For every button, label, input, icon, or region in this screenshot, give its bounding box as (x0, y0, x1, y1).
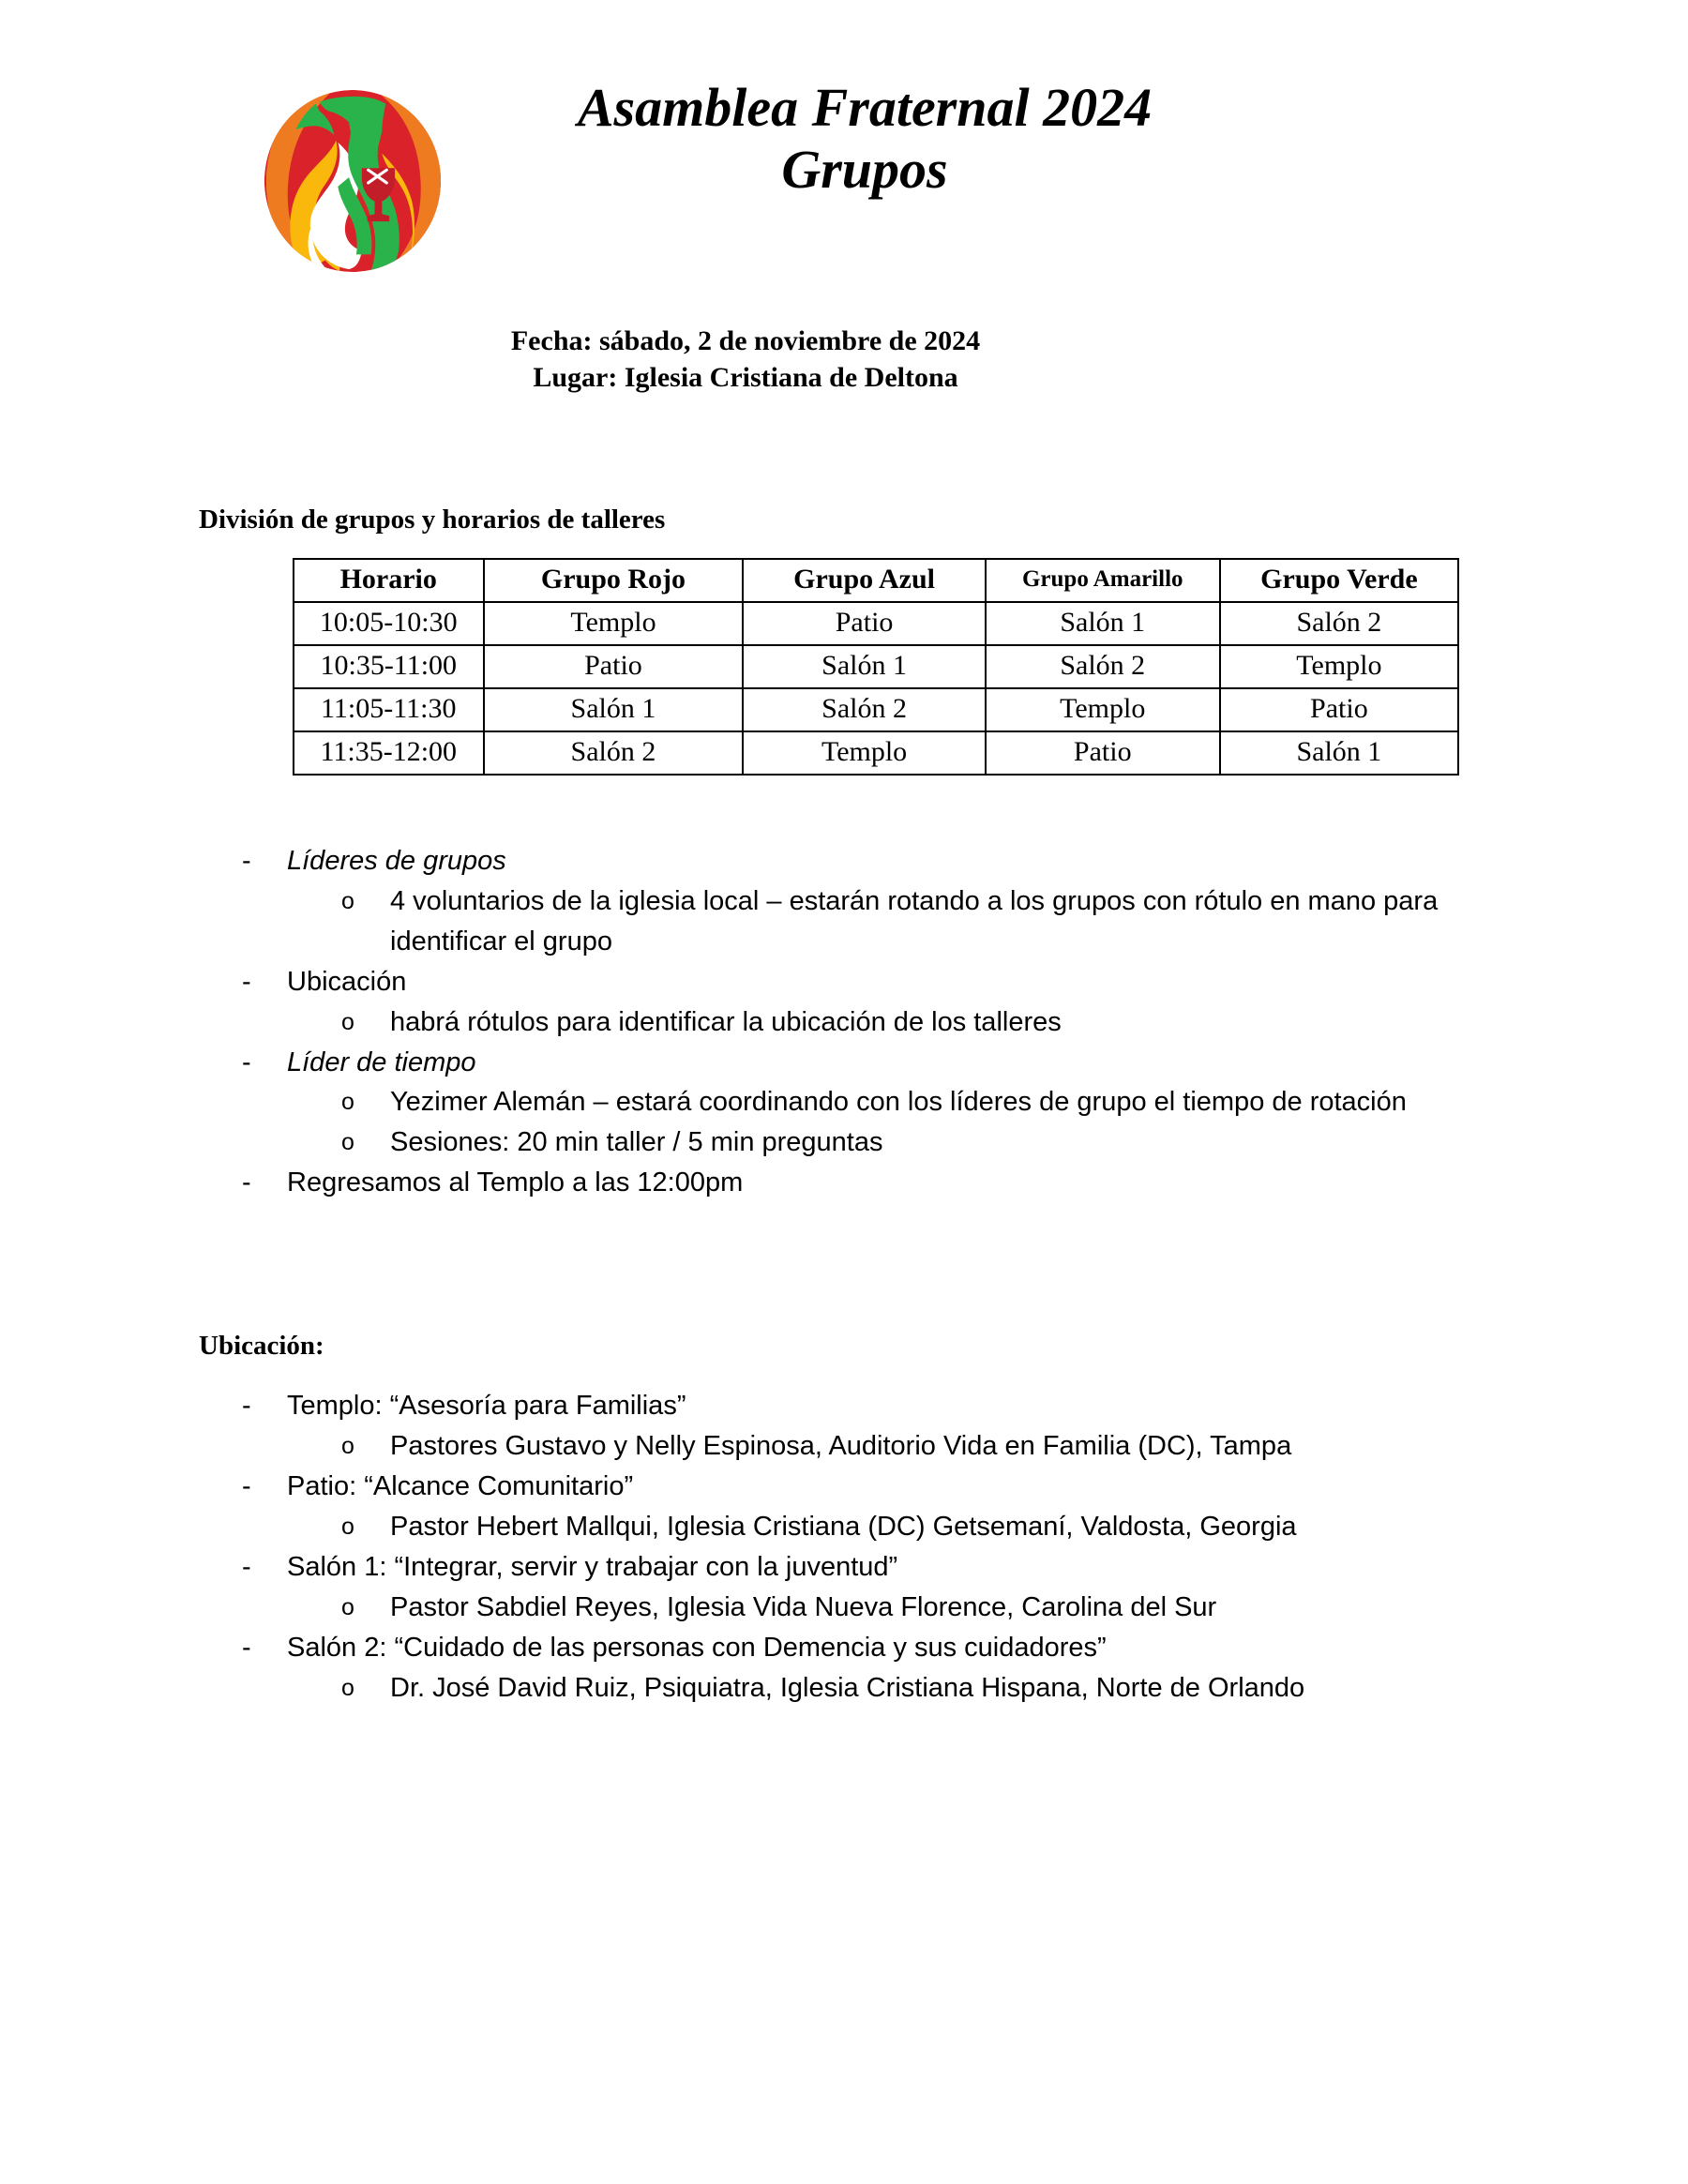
notes-list (0, 841, 1688, 1203)
page-title (443, 77, 1287, 201)
list-item (242, 962, 1442, 1002)
event-date: Fecha: sábado, 2 de noviembre de 2024 (510, 325, 981, 356)
list-item (242, 1547, 1442, 1588)
cell-horario: 10:05-10:30 (294, 602, 484, 645)
list-item-label: Patio: “Alcance Comunitario” (287, 1470, 634, 1501)
cell-amarillo: Patio (986, 731, 1220, 775)
cell-verde: Salón 1 (1220, 731, 1458, 775)
cell-verde: Salón 2 (1220, 602, 1458, 645)
schedule-table-wrapper (293, 558, 1688, 776)
list-item-label: habrá rótulos para identificar la ubicación de los talleres (390, 1006, 1062, 1037)
event-details (0, 323, 1688, 396)
list-item-label: Salón 1: “Integrar, servir y trabajar con la juventud” (287, 1551, 898, 1582)
title-line-2: Grupos (781, 139, 948, 201)
list-item-label: Sesiones: 20 min taller / 5 min preguntas (390, 1127, 883, 1158)
circle-bullet-icon: o (341, 1593, 354, 1620)
circle-bullet-icon: o (341, 1433, 354, 1460)
list-item (341, 1588, 1457, 1628)
dash-bullet-icon: - (242, 1470, 251, 1501)
list-item (341, 1668, 1457, 1709)
circle-bullet-icon: o (341, 887, 354, 914)
column-header-horario: Horario (294, 559, 484, 602)
cell-horario: 10:35-11:00 (294, 645, 484, 688)
schedule-table (293, 558, 1459, 776)
dash-bullet-icon: - (242, 1391, 251, 1422)
cell-amarillo: Templo (986, 688, 1220, 731)
dash-bullet-icon: - (242, 846, 251, 876)
cell-rojo: Salón 2 (484, 731, 744, 775)
list-item-label: Salón 2: “Cuidado de las personas con Demencia y sus cuidadores” (287, 1632, 1107, 1663)
circle-bullet-icon: o (341, 1008, 354, 1035)
cell-rojo: Salón 1 (484, 688, 744, 731)
column-header-grupo-azul: Grupo Azul (743, 559, 985, 602)
list-item-label: Líder de tiempo (287, 1047, 476, 1077)
list-item (242, 1163, 1442, 1203)
list-item (341, 1002, 1457, 1043)
list-item (242, 1043, 1442, 1083)
circle-bullet-icon: o (341, 1674, 354, 1701)
circle-bullet-icon: o (341, 1129, 354, 1156)
cell-horario: 11:35-12:00 (294, 731, 484, 775)
cell-verde: Templo (1220, 645, 1458, 688)
list-item-label: Yezimer Alemán – estará coordinando con los líderes de grupo el tiempo de rotación (390, 1087, 1407, 1118)
section-heading-ubicacion: Ubicación: (199, 1331, 324, 1362)
table-row (294, 645, 1458, 688)
list-item-label: 4 voluntarios de la iglesia local – estarán rotando a los grupos con rótulo en mano para identificar el grupo (390, 885, 1439, 956)
list-item (242, 1386, 1442, 1426)
list-item (341, 881, 1457, 962)
dash-bullet-icon: - (242, 1632, 251, 1663)
ubicacion-list (0, 1386, 1688, 1708)
table-row (294, 688, 1458, 731)
cell-azul: Salón 2 (743, 688, 985, 731)
list-item (242, 1628, 1442, 1668)
column-header-grupo-verde: Grupo Verde (1220, 559, 1458, 602)
list-item (341, 1122, 1457, 1163)
list-item (242, 1467, 1442, 1507)
list-item-label: Ubicación (287, 966, 407, 997)
section-heading-groups: División de grupos y horarios de talleres (199, 505, 666, 535)
cell-azul: Salón 1 (743, 645, 985, 688)
list-item-label: Líderes de grupos (287, 846, 506, 876)
cell-amarillo: Salón 2 (986, 645, 1220, 688)
table-header-row (294, 559, 1458, 602)
document-header (0, 0, 1688, 274)
list-item (341, 1507, 1457, 1547)
column-header-grupo-rojo: Grupo Rojo (484, 559, 744, 602)
asamblea-fraternal-logo-icon (261, 88, 445, 274)
cell-rojo: Patio (484, 645, 744, 688)
list-item-label: Pastores Gustavo y Nelly Espinosa, Auditorio Vida en Familia (DC), Tampa (390, 1431, 1292, 1462)
dash-bullet-icon: - (242, 966, 251, 997)
circle-bullet-icon: o (341, 1089, 354, 1116)
event-place: Lugar: Iglesia Cristiana de Deltona (533, 362, 958, 393)
list-item (341, 1426, 1457, 1467)
list-item-label: Dr. José David Ruiz, Psiquiatra, Iglesia Cristiana Hispana, Norte de Orlando (390, 1672, 1305, 1703)
column-header-grupo-amarillo: Grupo Amarillo (986, 559, 1220, 602)
cell-azul: Patio (743, 602, 985, 645)
dash-bullet-icon: - (242, 1551, 251, 1582)
list-item-label: Pastor Sabdiel Reyes, Iglesia Vida Nueva Florence, Carolina del Sur (390, 1591, 1217, 1622)
title-block (443, 77, 1287, 201)
list-item-label: Pastor Hebert Mallqui, Iglesia Cristiana (DC) Getsemaní, Valdosta, Georgia (390, 1511, 1297, 1542)
cell-rojo: Templo (484, 602, 744, 645)
list-item (341, 1082, 1457, 1122)
cell-horario: 11:05-11:30 (294, 688, 484, 731)
dash-bullet-icon: - (242, 1167, 251, 1198)
cell-azul: Templo (743, 731, 985, 775)
table-row (294, 602, 1458, 645)
circle-bullet-icon: o (341, 1513, 354, 1540)
title-line-1: Asamblea Fraternal 2024 (577, 77, 1153, 138)
table-row (294, 731, 1458, 775)
list-item (242, 841, 1442, 881)
list-item-label: Templo: “Asesoría para Familias” (287, 1391, 686, 1422)
list-item-label: Regresamos al Templo a las 12:00pm (287, 1167, 744, 1198)
cell-verde: Patio (1220, 688, 1458, 731)
dash-bullet-icon: - (242, 1047, 251, 1077)
cell-amarillo: Salón 1 (986, 602, 1220, 645)
